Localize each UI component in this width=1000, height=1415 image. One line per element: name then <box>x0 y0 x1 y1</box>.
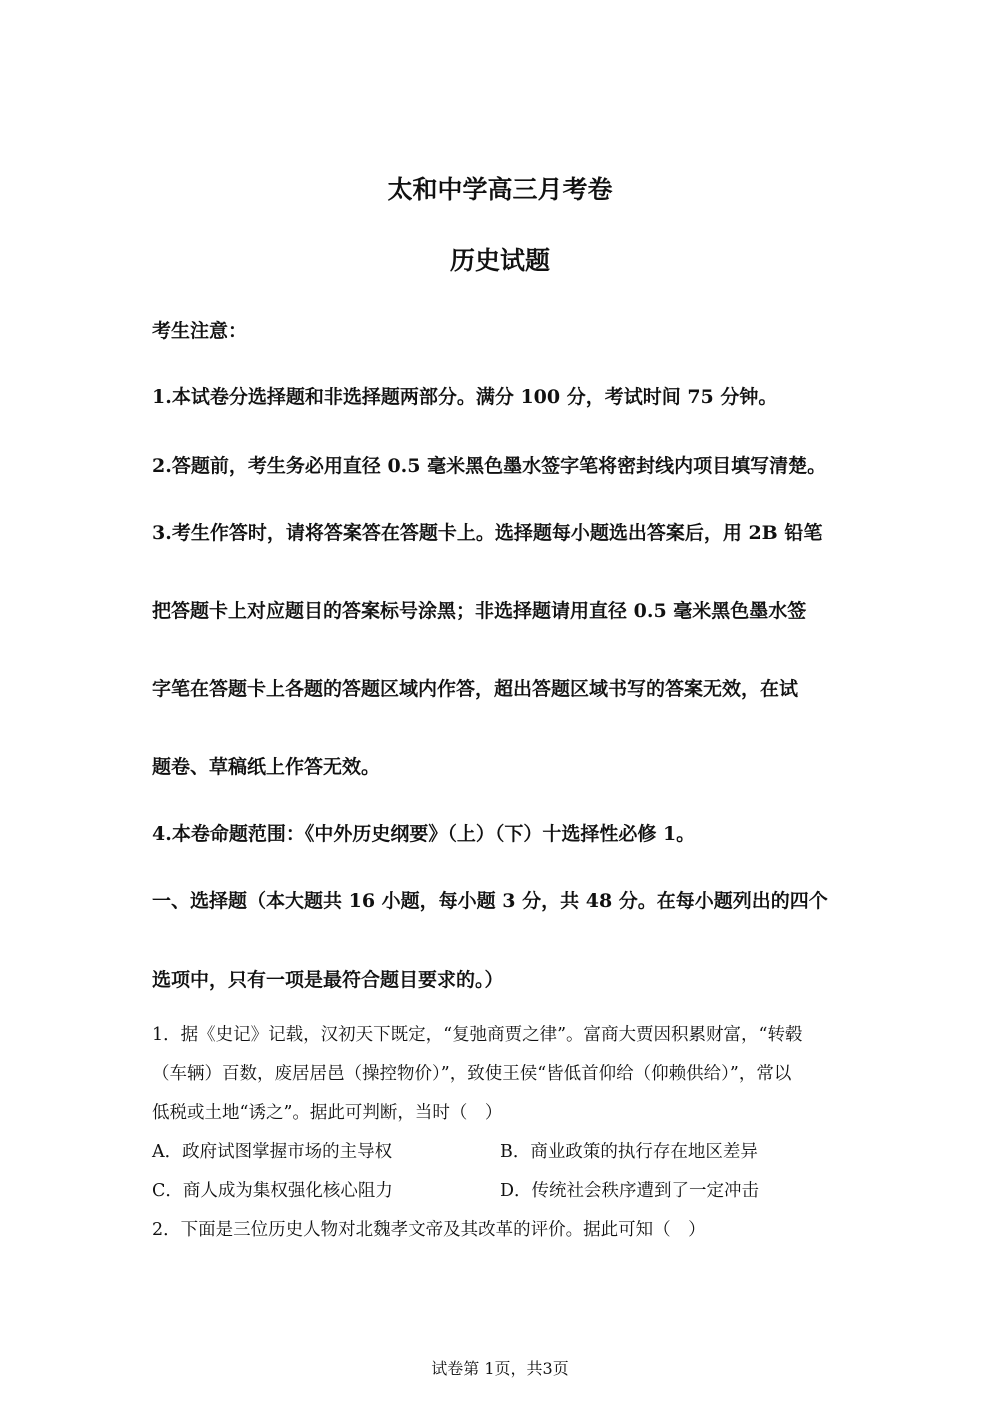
question-1-line-1: 1．据《史记》记载，汉初天下既定，“复弛商贾之律”。富商大贾因积累财富，“转毂 <box>152 1025 803 1045</box>
question-2-line-1: 2．下面是三位历史人物对北魏孝文帝及其改革的评价。据此可知（ ） <box>152 1220 706 1240</box>
notice-heading: 考生注意： <box>152 320 248 342</box>
notice-item-4: 4.本卷命题范围：《中外历史纲要》（上）（下）十选择性必修 1。 <box>152 823 696 845</box>
notice-item-3-line-3: 字笔在答题卡上各题的答题区域内作答，超出答题区域书写的答案无效，在试 <box>152 678 799 700</box>
exam-subject: 历史试题 <box>449 246 550 275</box>
page-footer: 试卷第 1页，共3页 <box>431 1359 569 1378</box>
notice-item-3-line-4: 题卷、草稿纸上作答无效。 <box>152 756 381 778</box>
notice-item-3-line-1: 3.考生作答时，请将答案答在答题卡上。选择题每小题选出答案后，用 2B 铅笔 <box>152 522 823 544</box>
section-heading-line-2: 选项中，只有一项是最符合题目要求的。） <box>152 969 504 991</box>
question-1-option-b: B．商业政策的执行存在地区差异 <box>500 1142 758 1162</box>
question-1-option-c: C．商人成为集权强化核心阻力 <box>152 1181 393 1201</box>
notice-item-3-line-2: 把答题卡上对应题目的答案标号涂黑；非选择题请用直径 0.5 毫米黑色墨水签 <box>152 600 807 622</box>
section-heading-line-1: 一、选择题（本大题共 16 小题，每小题 3 分，共 48 分。在每小题列出的四个 <box>152 890 828 912</box>
question-1-option-d: D．传统社会秩序遭到了一定冲击 <box>500 1181 760 1201</box>
question-1-line-2: （车辆）百数，废居居邑（操控物价）”，致使王侯“皆低首仰给（仰赖供给）”，常以 <box>152 1064 792 1084</box>
question-1-line-3: 低税或土地“诱之”。据此可判断，当时（ ） <box>152 1103 503 1123</box>
question-1-option-a: A．政府试图掌握市场的主导权 <box>152 1142 393 1162</box>
notice-item-1: 1.本试卷分选择题和非选择题两部分。满分 100 分，考试时间 75 分钟。 <box>152 386 778 408</box>
notice-item-2: 2.答题前，考生务必用直径 0.5 毫米黑色墨水签字笔将密封线内项目填写清楚。 <box>152 455 827 477</box>
exam-title: 太和中学高三月考卷 <box>387 175 613 204</box>
